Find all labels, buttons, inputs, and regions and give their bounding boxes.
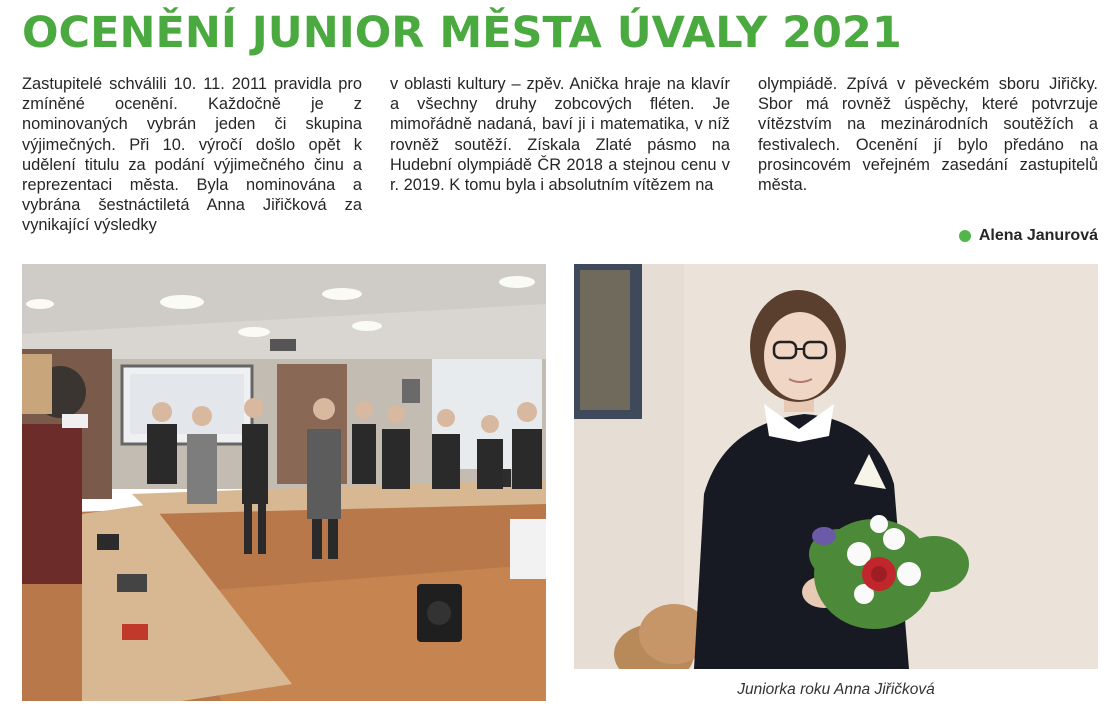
photo-council-meeting — [22, 264, 546, 701]
photo-caption: Juniorka roku Anna Jiřičková — [737, 681, 935, 698]
photo-portrait-with-bouquet — [574, 264, 1098, 669]
bullet-dot-icon — [959, 230, 971, 242]
article-column-3 — [758, 74, 1098, 195]
author-byline — [959, 227, 1098, 245]
article-column-2 — [390, 74, 730, 195]
article-column-1 — [22, 74, 362, 236]
author-name: Alena Janurová — [978, 227, 1098, 244]
article-paragraph: v oblasti kultury – zpěv. Anička hraje na klavír a všechny druhy zobcových fléten. Je mimořádně nadaná, baví ji i matematika, v níž rovněž soutěží. Získala Zlaté pásmo na Hudební olympiádě ČR 2018 a stejnou cenu v r. 2019. K tomu byla i absolutním vítězem na — [390, 75, 730, 195]
article-paragraph: olympiádě. Zpívá v pěveckém sboru Jiřičky. Sbor má rovněž úspěchy, které potvrzuje vítězstvím na mezinárodních soutěžích a festivalech. Ocenění jí bylo předáno na prosincovém veřejném zasedání zastupitelů města. — [758, 75, 1098, 195]
article-paragraph: Zastupitelé schválili 10. 11. 2011 pravidla pro zmíněné ocenění. Každočně je z nominovaných vybrán jeden či skupina výjimečných. Při 10. výročí došlo opět k udělení titulu za podání výjimečného činu a reprezentaci města. Byla nominována a vybrána šestnáctiletá Anna Jiřičková za vynikající výsledky — [22, 75, 362, 235]
article-title: OCENĚNÍ JUNIOR MĚSTA ÚVALY 2021 — [22, 8, 902, 58]
